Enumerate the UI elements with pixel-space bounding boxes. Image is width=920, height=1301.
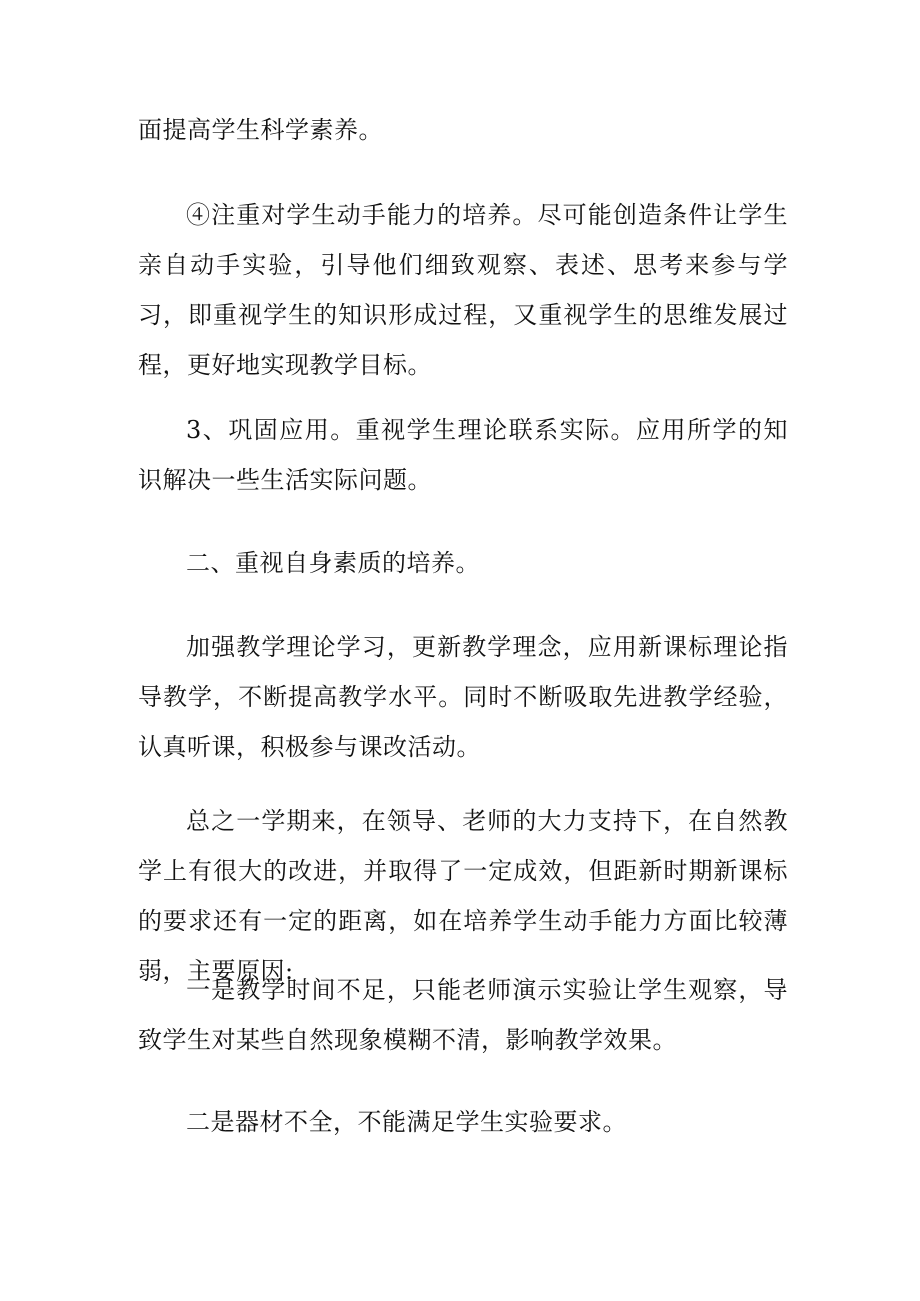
- section-heading-self-quality: 二、重视自身素质的培养。: [186, 549, 480, 577]
- paragraph-theory-study: 加强教学理论学习，更新教学理念，应用新课标理论指导教学，不断提高教学水平。同时不断吸取先进教学经验，认真听课，积极参与课改活动。: [138, 633, 788, 761]
- paragraph-consolidation: 3、巩固应用。重视学生理论联系实际。应用所学的知识解决一些生活实际问题。: [138, 416, 788, 494]
- paragraph-hands-on-ability: ④注重对学生动手能力的培养。尽可能创造条件让学生亲自动手实验，引导他们细致观察、表述、思考来参与学习，即重视学生的知识形成过程，又重视学生的思维发展过程，更好地实现教学目标。: [138, 201, 788, 379]
- paragraph-reason-two: 二是器材不全，不能满足学生实验要求。: [186, 1108, 627, 1136]
- paragraph-continuation: 面提高学生科学素养。: [138, 116, 383, 144]
- paragraph-reason-one: 一是教学时间不足，只能老师演示实验让学生观察，导致学生对某些自然现象模糊不清，影响教学效果。: [138, 976, 788, 1054]
- paragraph-summary: 总之一学期来，在领导、老师的大力支持下，在自然教学上有很大的改进，并取得了一定成效，但距新时期新课标的要求还有一定的距离，如在培养学生动手能力方面比较薄弱，主要原因:: [138, 807, 788, 985]
